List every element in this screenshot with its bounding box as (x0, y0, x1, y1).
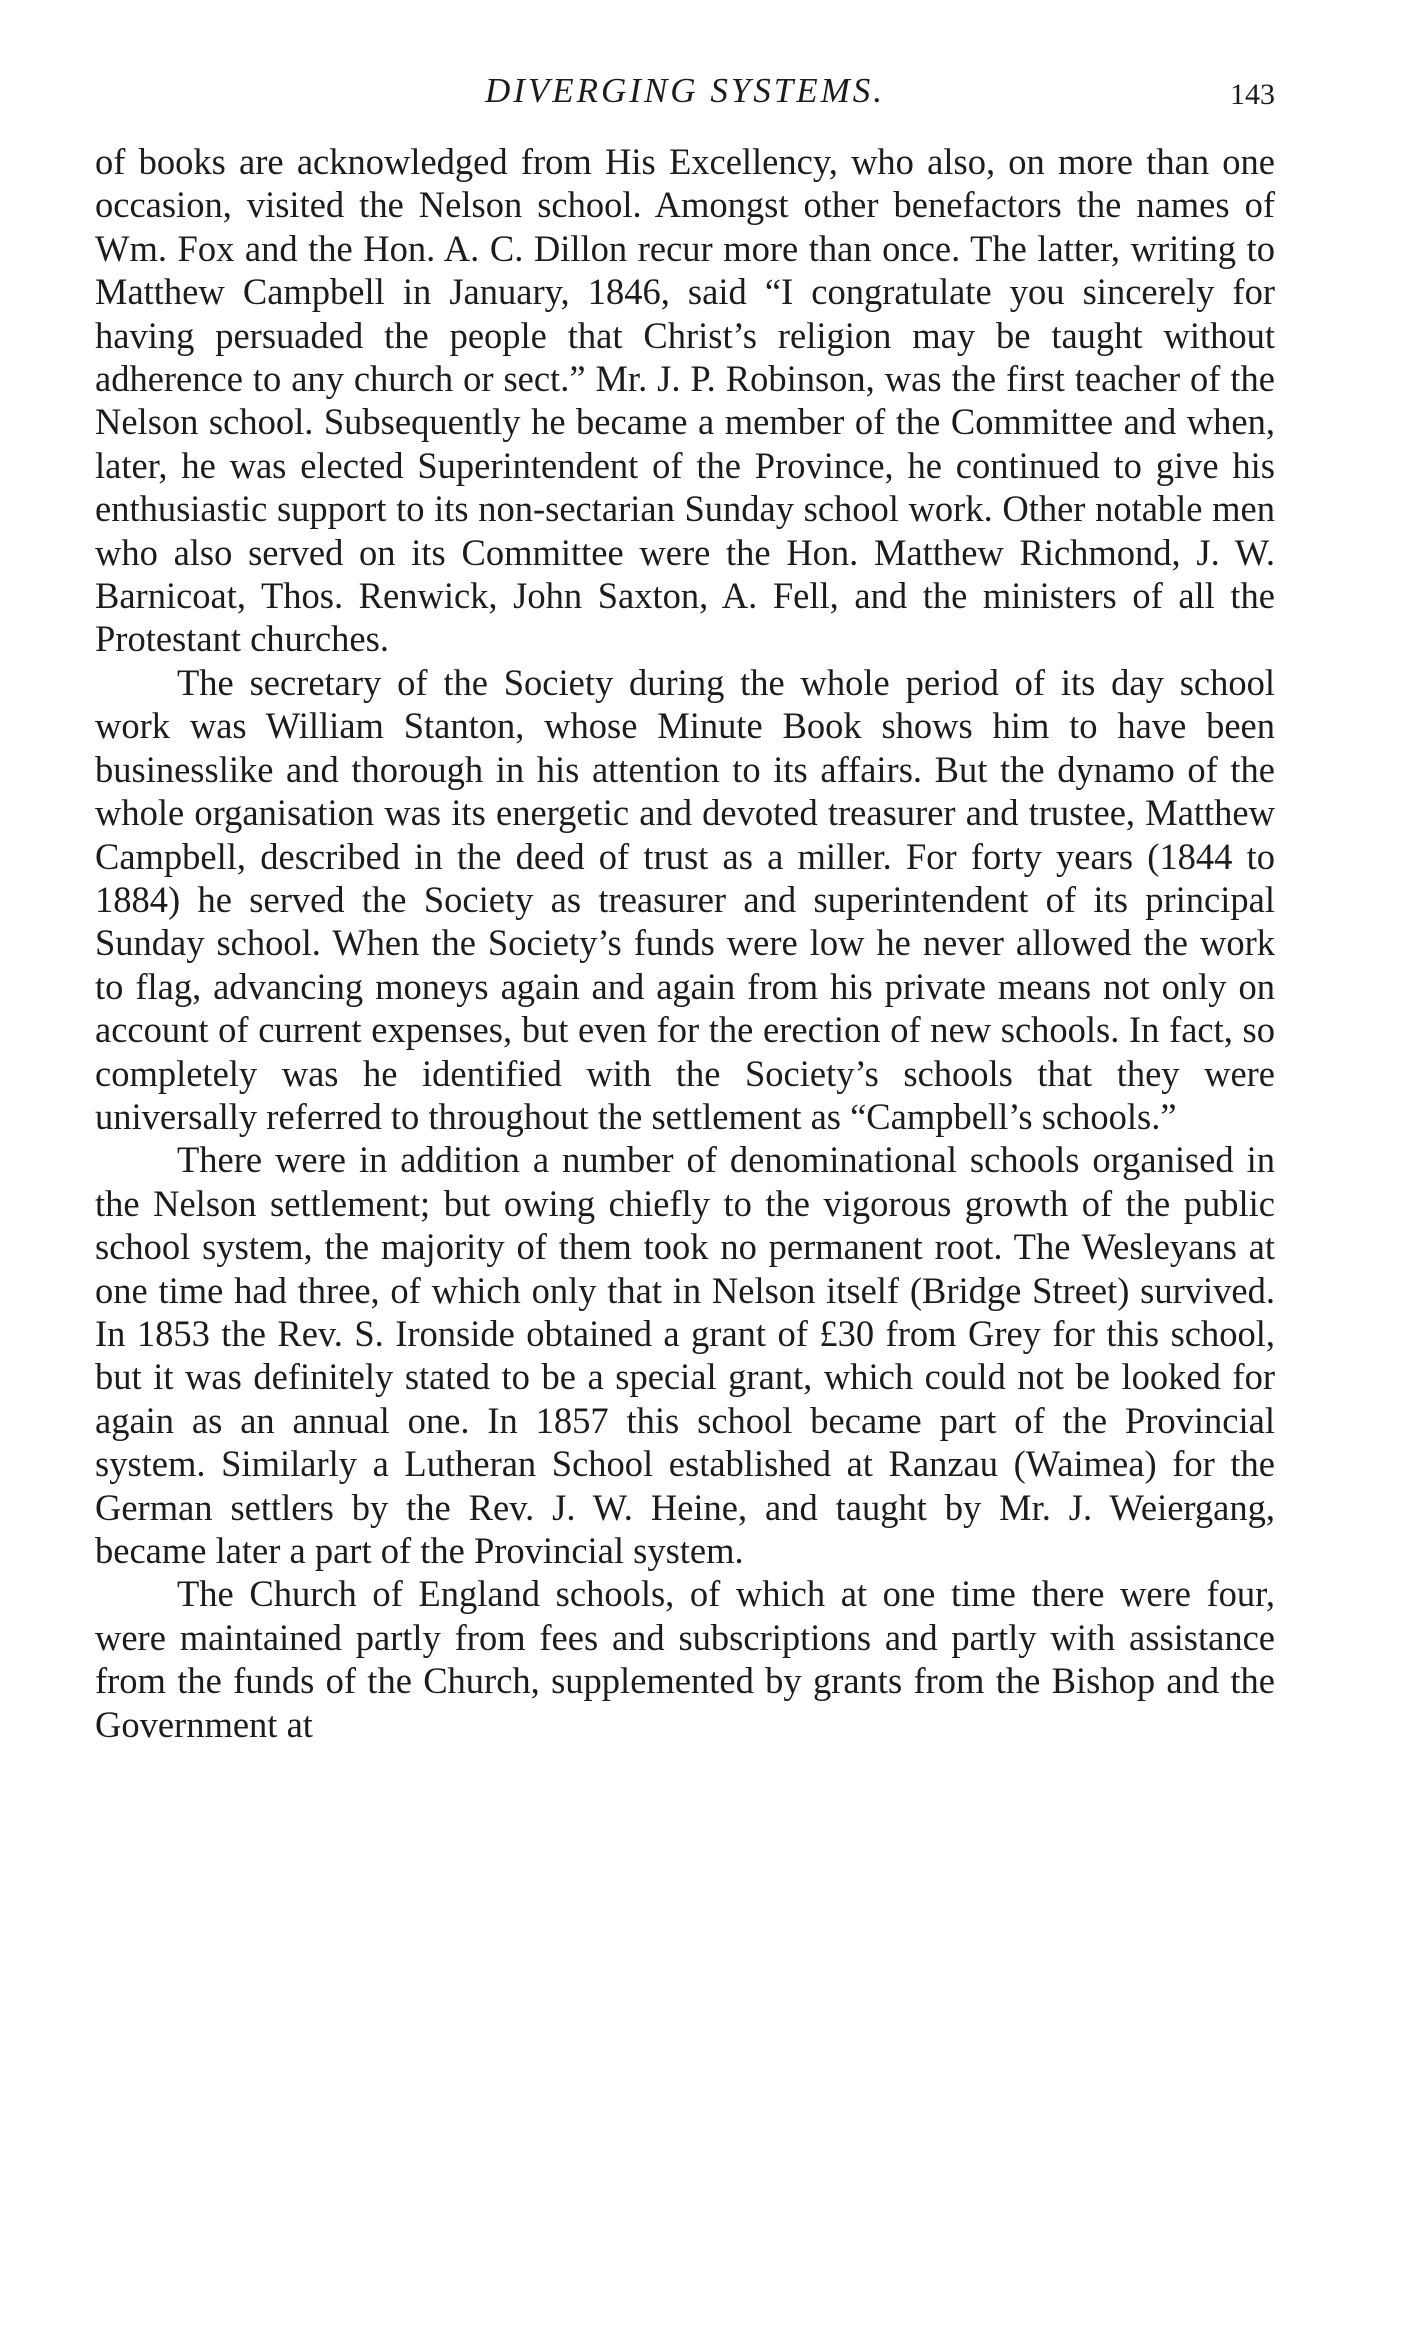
chapter-title: DIVERGING SYSTEMS. (484, 71, 886, 110)
running-head (95, 66, 1275, 116)
page-number: 143 (1230, 78, 1275, 111)
paragraph-4: The Church of England schools, of which at one time there were four, were maintained partly from fees and subscriptions and partly with assistance from the funds of the Church, supplemented by grants from the Bishop and the Government at (95, 1573, 1275, 1745)
paragraph-3: There were in addition a number of denominational schools organised in the Nelson settlement; but owing chiefly to the vigorous growth of the public school system, the majority of them took no permanent root. The Wesleyans at one time had three, of which only that in Nelson itself (Bridge Street) survived. In 1853 the Rev. S. Ironside obtained a grant of £30 from Grey for this school, but it was definitely stated to be a special grant, which could not be looked for again as an annual one. In 1857 this school became part of the Provincial system. Similarly a Lutheran School established at Ranzau (Waimea) for the German settlers by the Rev. J. W. Heine, and taught by Mr. J. Weiergang, became later a part of the Provincial system. (95, 1139, 1275, 1571)
paragraph-1: of books are acknowledged from His Excellency, who also, on more than one occasion, visited the Nelson school. Amongst other benefactors the names of Wm. Fox and the Hon. A. C. Dillon recur more than once. The latter, writing to Matthew Campbell in January, 1846, said “I congratulate you sincerely for having persuaded the people that Christ’s religion may be taught without adherence to any church or sect.” Mr. J. P. Robinson, was the first teacher of the Nelson school. Subsequently he became a member of the Committee and when, later, he was elected Superintendent of the Province, he continued to give his enthusiastic support to its non-sectarian Sunday school work. Other notable men who also served on its Committee were the Hon. Matthew Richmond, J. W. Barnicoat, Thos. Renwick, John Saxton, A. Fell, and the ministers of all the Protestant churches. (95, 141, 1275, 660)
body-text (95, 140, 1275, 1746)
paragraph-2: The secretary of the Society during the whole period of its day school work was William Stanton, whose Minute Book shows him to have been businesslike and thorough in his attention to its affairs. But the dynamo of the whole organisation was its energetic and devoted treasurer and trustee, Matthew Campbell, described in the deed of trust as a miller. For forty years (1844 to 1884) he served the Society as treasurer and superintendent of its principal Sunday school. When the Society’s funds were low he never allowed the work to flag, advancing moneys again and again from his private means not only on account of current expenses, but even for the erection of new schools. In fact, so completely was he identified with the Society’s schools that they were universally referred to throughout the settlement as “Campbell’s schools.” (95, 661, 1275, 1137)
